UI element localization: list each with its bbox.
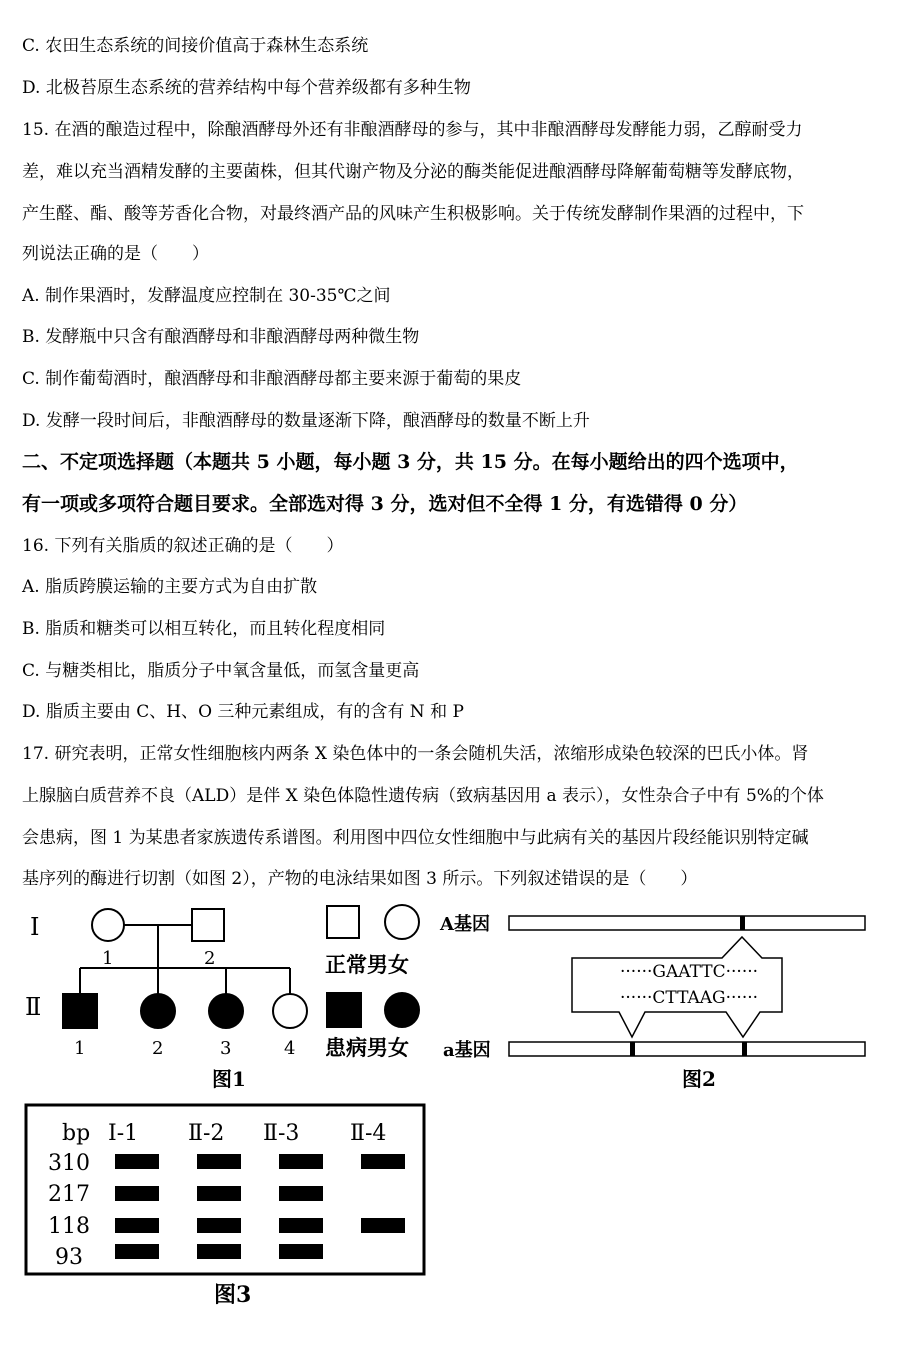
gel-lane-label-2: Ⅱ-2: [188, 1121, 225, 1146]
label-II2: 2: [152, 1038, 164, 1059]
q16-stem: 16. 下列有关脂质的叙述正确的是（ ）: [22, 536, 344, 556]
sequence-bottom: ······CTTAAG······: [620, 988, 759, 1008]
label-II4: 4: [284, 1038, 296, 1059]
gel-band-118-lane-1: [115, 1218, 159, 1233]
gel-lane-label-1: Ⅰ-1: [108, 1121, 139, 1146]
pedigree-II4-normal-female: [273, 994, 307, 1028]
legend-affected-label: 患病男女: [325, 1035, 409, 1060]
label-II3: 3: [220, 1038, 232, 1059]
gene-A-label: A基因: [440, 914, 490, 935]
q15-stem-2: 差，难以充当酒精发酵的主要菌株，但其代谢产物及分泌的酶类能促进酿酒酵母降解葡萄糖等发酵底物，: [22, 162, 804, 182]
gene-A-bar: [509, 916, 865, 930]
gel-band-310-lane-3: [279, 1154, 323, 1169]
q16-option-a: A. 脂质跨膜运输的主要方式为自由扩散: [22, 577, 318, 597]
figure-3-caption: 图3: [214, 1282, 252, 1308]
gel-band-93-lane-1: [115, 1244, 159, 1259]
q15-option-b: B. 发酵瓶中只含有酿酒酵母和非酿酒酵母两种微生物: [22, 327, 420, 347]
legend-affected-male: [327, 993, 361, 1027]
q15-stem-3: 产生醛、酯、酸等芳香化合物，对最终酒产品的风味产生积极影响。关于传统发酵制作果酒的过程中，下: [22, 204, 804, 224]
q17-stem-2: 上腺脑白质营养不良（ALD）是伴 X 染色体隐性遗传病（致病基因用 a 表示），女性杂合子中有 5%的个体: [22, 786, 824, 806]
pedigree-II1-affected-male: [63, 994, 97, 1028]
gel-lane-label-3: Ⅱ-3: [263, 1121, 300, 1146]
gene-a-label: a基因: [443, 1040, 491, 1061]
gel-lane-label-4: Ⅱ-4: [350, 1121, 387, 1146]
label-I2: 2: [204, 948, 216, 969]
section-heading-2: 有一项或多项符合题目要求。全部选对得 3 分，选对但不全得 1 分，有选错得 0 分）: [22, 493, 748, 515]
gel-band-310-lane-2: [197, 1154, 241, 1169]
q17-stem-1: 17. 研究表明，正常女性细胞核内两条 X 染色体中的一条会随机失活，浓缩形成染色较深的巴氏小体。肾: [22, 744, 809, 764]
text-line-2: D. 北极苔原生态系统的营养结构中每个营养级都有多种生物: [22, 78, 471, 98]
gel-band-118-lane-3: [279, 1218, 323, 1233]
q17-stem-3: 会患病，图 1 为某患者家族遗传系谱图。利用图中四位女性细胞中与此病有关的基因片段经能识别特定碱: [22, 828, 809, 848]
legend-normal-label: 正常男女: [325, 952, 409, 977]
label-II1: 1: [74, 1038, 86, 1059]
gel-size-label-217: 217: [48, 1182, 90, 1207]
section-heading-1: 二、不定项选择题（本题共 5 小题，每小题 3 分，共 15 分。在每小题给出的四个选项中，: [22, 451, 799, 473]
figure-2-caption: 图2: [682, 1067, 716, 1091]
q15-stem-4: 列说法正确的是（ ）: [22, 244, 209, 264]
legend-normal-female: [385, 905, 419, 939]
generation-1-label: Ⅰ: [30, 913, 40, 941]
sequence-callout: [572, 937, 782, 1037]
pedigree-I1-normal-female: [92, 909, 124, 941]
sequence-top: ······GAATTC······: [620, 962, 759, 982]
pedigree-I2-normal-male: [192, 909, 224, 941]
legend-affected-female: [385, 993, 419, 1027]
legend-normal-male: [327, 906, 359, 938]
gene-a-site-1: [630, 1042, 635, 1056]
generation-2-label: Ⅱ: [25, 993, 42, 1021]
gene-a-site-2: [742, 1042, 747, 1056]
gel-size-label-93: 93: [55, 1245, 83, 1270]
pedigree-figure: [25, 905, 419, 1091]
pedigree-II3-affected-female: [209, 994, 243, 1028]
gel-band-93-lane-2: [197, 1244, 241, 1259]
label-I1: 1: [102, 948, 114, 969]
q16-option-c: C. 与糖类相比，脂质分子中氧含量低，而氢含量更高: [22, 661, 420, 681]
q16-option-d: D. 脂质主要由 C、H、O 三种元素组成，有的含有 N 和 P: [22, 702, 464, 722]
gel-band-310-lane-1: [115, 1154, 159, 1169]
gene-A-site: [740, 916, 745, 930]
q15-option-d: D. 发酵一段时间后，非酿酒酵母的数量逐渐下降，酿酒酵母的数量不断上升: [22, 411, 590, 431]
gel-band-118-lane-2: [197, 1218, 241, 1233]
figure-1-caption: 图1: [212, 1067, 246, 1091]
gel-band-310-lane-4: [361, 1154, 405, 1169]
gel-size-label-310: 310: [48, 1151, 90, 1176]
gel-figure: [26, 1105, 424, 1274]
gel-size-label-118: 118: [48, 1214, 90, 1239]
q15-option-c: C. 制作葡萄酒时，酿酒酵母和非酿酒酵母都主要来源于葡萄的果皮: [22, 369, 522, 389]
gel-band-118-lane-4: [361, 1218, 405, 1233]
gel-band-217-lane-1: [115, 1186, 159, 1201]
pedigree-II2-affected-female: [141, 994, 175, 1028]
q16-option-b: B. 脂质和糖类可以相互转化，而且转化程度相同: [22, 619, 386, 639]
q15-stem-1: 15. 在酒的酿造过程中，除酿酒酵母外还有非酿酒酵母的参与，其中非酿酒酵母发酵能力弱，乙醇耐受力: [22, 120, 803, 140]
gel-band-217-lane-2: [197, 1186, 241, 1201]
gel-unit-label: bp: [62, 1121, 91, 1146]
q17-stem-4: 基序列的酶进行切割（如图 2），产物的电泳结果如图 3 所示。下列叙述错误的是（ ）: [22, 869, 698, 889]
text-line-1: C. 农田生态系统的间接价值高于森林生态系统: [22, 36, 369, 56]
gel-band-217-lane-3: [279, 1186, 323, 1201]
restriction-figure: [439, 913, 865, 1091]
q15-option-a: A. 制作果酒时，发酵温度应控制在 30-35℃之间: [22, 286, 391, 306]
gel-band-93-lane-3: [279, 1244, 323, 1259]
gene-a-bar: [509, 1042, 865, 1056]
